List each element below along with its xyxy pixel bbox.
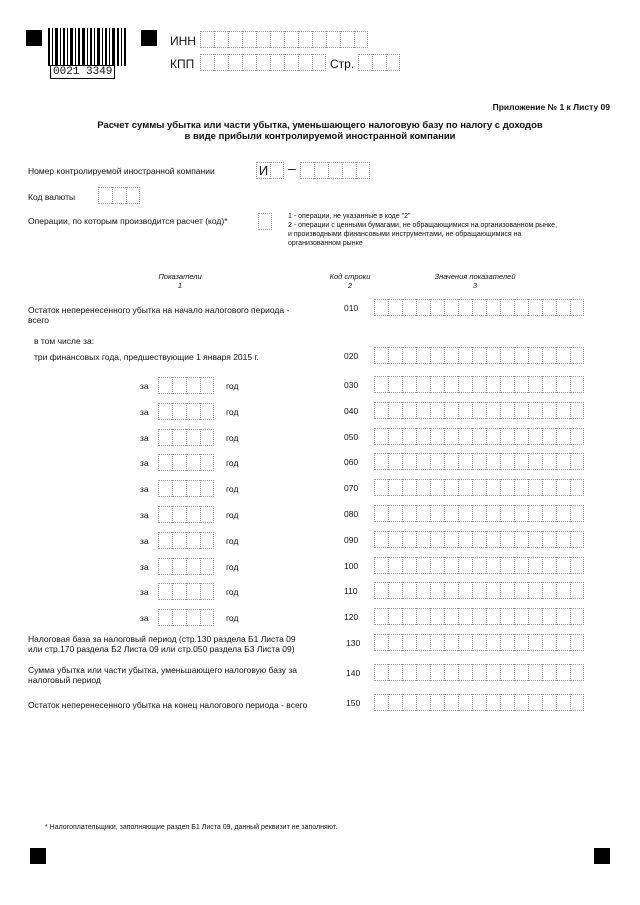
row-140-label-1: Сумма убытка или части убытка, уменьшающего налоговую базу за [28,665,297,675]
kpp-field[interactable] [200,54,326,71]
row-010-code: 010 [344,303,359,313]
row-010-label-1: Остаток неперенесенного убытка на начало налогового периода - [28,305,290,315]
barcode [48,28,128,66]
operations-note-3: и производными финансовыми инструментами, не обращающимися на [288,231,522,238]
row-150-value-field[interactable] [374,694,584,711]
company-number-prefix: И [256,162,270,179]
row-060-code: 060 [344,457,359,467]
col-values-title: Значения показателей [434,272,516,281]
row-110-code: 110 [344,586,358,596]
row-070-year-field[interactable] [158,480,214,497]
company-number-label: Номер контролируемой иностранной компании [28,166,215,176]
row-020-value-field[interactable] [374,347,584,364]
row-110-za-label: за [140,587,149,597]
registration-marker-bottom-right [594,848,610,864]
kpp-label: КПП [170,57,195,71]
company-number-prefix-field[interactable] [256,162,284,179]
col-indicators-num: 1 [177,281,183,290]
row-030-god-label: год [226,381,239,391]
row-010-label-2: всего [28,315,50,325]
row-110-value-field[interactable] [374,582,584,599]
row-040-za-label: за [140,407,149,417]
row-060-value-field[interactable] [374,453,584,470]
row-080-za-label: за [140,510,149,520]
row-100-value-field[interactable] [374,557,584,574]
row-120-value-field[interactable] [374,608,584,625]
currency-field[interactable] [98,187,140,204]
row-120-god-label: год [226,613,239,623]
row-140-code: 140 [346,668,361,678]
row-030-year-field[interactable] [158,377,214,394]
row-070-god-label: год [226,484,239,494]
col-header-indicators [120,272,240,290]
operations-code-field[interactable] [258,213,272,230]
row-110-year-field[interactable] [158,583,214,600]
row-050-year-field[interactable] [158,429,214,446]
row-100-za-label: за [140,562,149,572]
footnote: * Налогоплательщики, заполняющие раздел Б1 Листа 09, данный реквизит не заполняют. [45,824,338,831]
row-090-value-field[interactable] [374,531,584,548]
company-number-dash: – [288,160,296,176]
row-080-value-field[interactable] [374,505,584,522]
page-field[interactable] [358,54,400,71]
row-120-za-label: за [140,613,149,623]
row-030-za-label: за [140,381,149,391]
row-060-year-field[interactable] [158,454,214,471]
row-080-god-label: год [226,510,239,520]
operations-note-1: 1 - операции, не указанные в коде "2" [288,213,411,220]
row-050-za-label: за [140,433,149,443]
registration-marker-bottom-left [30,848,46,864]
row-060-god-label: год [226,458,239,468]
barcode-number: 0021 3349 [50,65,115,79]
row-120-code: 120 [344,612,359,622]
row-020-label: три финансовых года, предшествующие 1 января 2015 г. [34,352,259,362]
row-050-code: 050 [344,432,359,442]
row-100-year-field[interactable] [158,558,214,575]
row-130-label-2: или стр.170 раздела Б2 Листа 09 или стр.050 раздела Б3 Листа 09) [28,644,295,654]
col-indicators-title: Показатели [158,272,202,281]
row-040-year-field[interactable] [158,403,214,420]
col-header-code [320,272,380,290]
row-150-label: Остаток неперенесенного убытка на конец налогового периода - всего [28,700,308,710]
inn-field[interactable] [200,31,368,48]
row-120-year-field[interactable] [158,609,214,626]
row-090-year-field[interactable] [158,532,214,549]
row-140-value-field[interactable] [374,664,584,681]
row-080-code: 080 [344,509,359,519]
row-150-code: 150 [346,698,361,708]
col-code-num: 2 [347,281,353,290]
operations-note-2: 2 - операции с ценными бумагами, не обращающимися на организованном рынке, [288,222,558,229]
row-010-value-field[interactable] [374,299,584,316]
appendix-label: Приложение № 1 к Листу 09 [492,102,610,112]
row-060-za-label: за [140,458,149,468]
row-130-label-1: Налоговая база за налоговый период (стр.130 раздела Б1 Листа 09 [28,634,296,644]
form-title-line1: Расчет суммы убытка или части убытка, уменьшающего налоговую базу по налогу с доходов [97,120,543,131]
page-label: Стр. [330,57,355,71]
registration-marker-top-left [26,30,42,46]
operations-label: Операции, по которым производится расчет (код)* [28,216,228,226]
row-050-value-field[interactable] [374,428,584,445]
row-130-code: 130 [346,638,361,648]
operations-note-4: организованном рынке [288,240,363,247]
row-090-code: 090 [344,535,359,545]
row-070-value-field[interactable] [374,479,584,496]
row-100-god-label: год [226,562,239,572]
col-header-values [410,272,540,290]
inn-label: ИНН [170,34,196,48]
row-070-za-label: за [140,484,149,494]
row-100-code: 100 [344,561,359,571]
registration-marker-top-right [141,30,157,46]
row-070-code: 070 [344,483,359,493]
company-number-field[interactable] [300,162,370,179]
col-code-title: Код строки [329,272,371,281]
row-040-value-field[interactable] [374,402,584,419]
currency-label: Код валюты [28,192,76,202]
row-110-god-label: год [226,587,239,597]
row-140-label-2: налоговый период [28,675,101,685]
row-030-code: 030 [344,380,359,390]
form-title-line2: в виде прибыли контролируемой иностранной компании [184,131,456,142]
row-130-value-field[interactable] [374,634,584,651]
row-020-code: 020 [344,351,359,361]
including-label: в том числе за: [34,336,95,346]
row-030-value-field[interactable] [374,376,584,393]
row-040-code: 040 [344,406,359,416]
row-090-god-label: год [226,536,239,546]
row-090-za-label: за [140,536,149,546]
row-050-god-label: год [226,433,239,443]
row-080-year-field[interactable] [158,506,214,523]
col-values-num: 3 [472,281,478,290]
row-040-god-label: год [226,407,239,417]
